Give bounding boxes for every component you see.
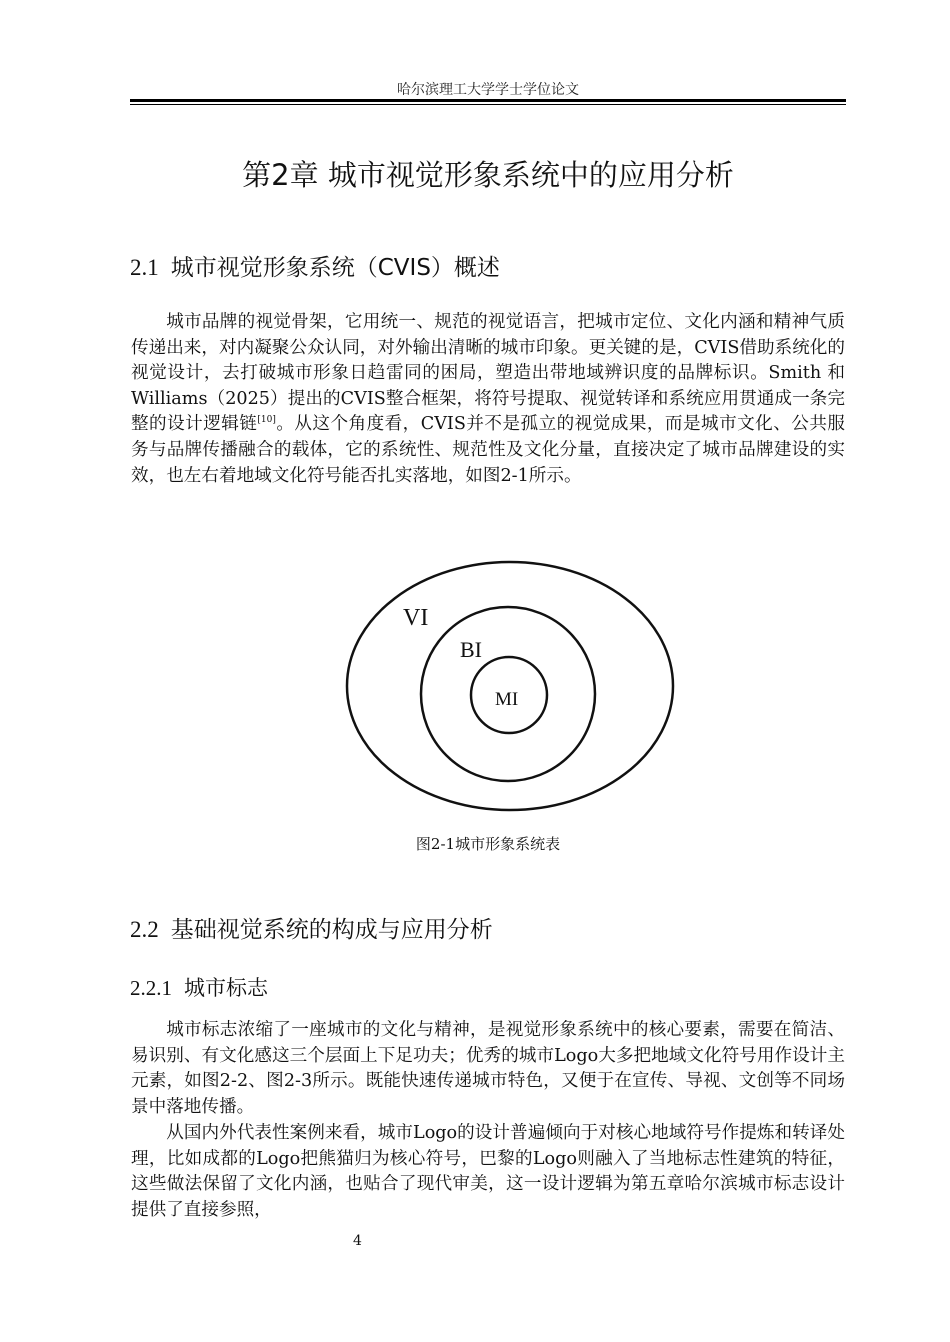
- section-title: 基础视觉系统的构成与应用分析: [170, 917, 493, 943]
- paragraph-text-part-2: 。从这个角度看，CVIS并不是孤立的视觉成果，而是城市文化、公共服务与品牌传播融合的载体，它的系统性、规范性及文化分量，直接决定了城市品牌建设的实效，也左右着地域文化符号能否扎实落地，如图2-1所示。: [131, 414, 845, 486]
- outer-circle-vi: [347, 562, 673, 810]
- subsection-title: 城市标志: [184, 976, 268, 1000]
- section-number: 2.1: [130, 255, 159, 280]
- section-number: 2.2: [130, 917, 159, 942]
- section-2-1-paragraph: [131, 310, 845, 489]
- header-rule-thin: [130, 104, 846, 105]
- running-header: 哈尔滨理工大学学士学位论文: [397, 82, 579, 98]
- label-vi: VI: [403, 605, 429, 631]
- subsection-number: 2.2.1: [130, 976, 172, 1000]
- figure-2-1-concentric-circles: [340, 556, 680, 816]
- figure-caption: 图2-1城市形象系统表: [415, 835, 561, 853]
- section-2-2-heading: [130, 911, 493, 944]
- section-2-2-1-paragraph-1: 城市标志浓缩了一座城市的文化与精神，是视觉形象系统中的核心要素，需要在简洁、易识别、有文化感这三个层面上下足功夫；优秀的城市Logo大多把地域文化符号用作设计主元素，如图2-2、图2-3所示。既能快速传递城市特色，又便于在宣传、导视、文创等不同场景中落地传播。: [131, 1020, 845, 1117]
- section-2-1-heading: [130, 249, 500, 282]
- header-rule-thick: [130, 99, 846, 102]
- citation-reference: [10]: [257, 415, 276, 426]
- page-number: 4: [353, 1233, 362, 1249]
- paragraph-text-part-1: 城市品牌的视觉骨架，它用统一、规范的视觉语言，把城市定位、文化内涵和精神气质传递出来，对内凝聚公众认同，对外输出清晰的城市印象。更关键的是，CVIS借助系统化的视觉设计，去打破城市形象日趋雷同的困局，塑造出带地域辨识度的品牌标识。Smith 和 Williams（2025）提出的CVIS整合框架，将符号提取、视觉转译和系统应用贯通成一条完整的设计逻辑链: [131, 312, 845, 435]
- label-mi: MI: [495, 689, 519, 710]
- chapter-title: 第2章 城市视觉形象系统中的应用分析: [242, 158, 734, 192]
- label-bi: BI: [460, 637, 482, 662]
- section-title: 城市视觉形象系统（CVIS）概述: [170, 255, 500, 281]
- section-2-2-1-heading: [130, 972, 268, 1002]
- section-2-2-1-paragraph-2: 从国内外代表性案例来看，城市Logo的设计普遍倾向于对核心地域符号作提炼和转译处理，比如成都的Logo把熊猫归为核心符号，巴黎的Logo则融入了当地标志性建筑的特征，这些做法保留了文化内涵，也贴合了现代审美，这一设计逻辑为第五章哈尔滨城市标志设计提供了直接参照，: [131, 1123, 845, 1220]
